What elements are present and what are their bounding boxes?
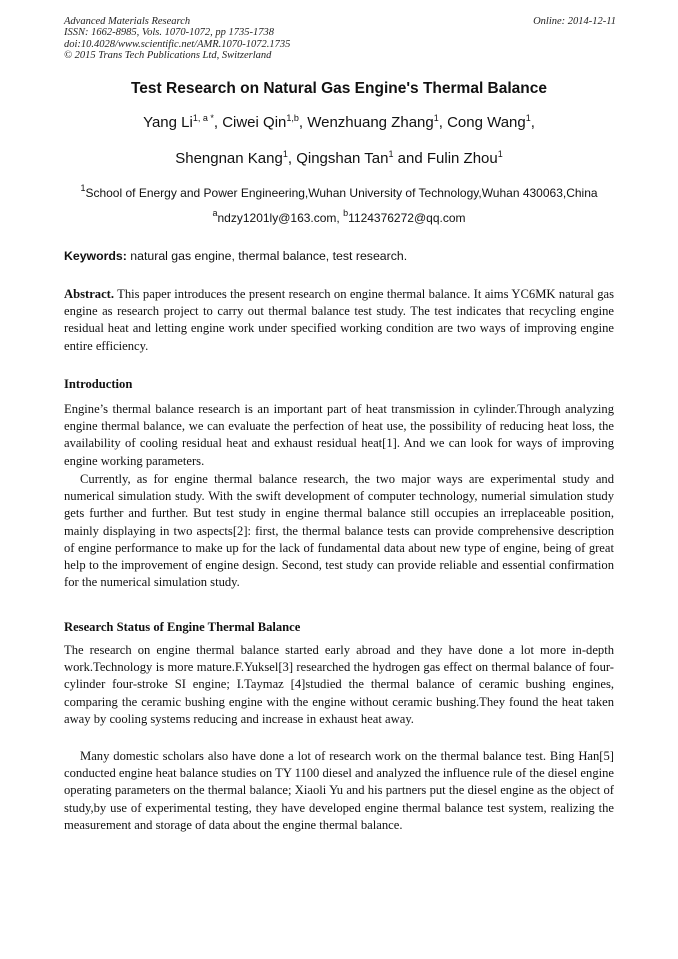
author-separator: and [393,150,427,167]
paragraph: Currently, as for engine thermal balance research, the two major ways are experimental study and numerical simulation study. With the swift development of computer technology, numerial simulation study gets further and further. But test study in engine thermal balance still occupies an irreplaceable position, mainly displaying in two aspects[2]: first, the thermal balance tests can provide comprehensive description of engine performance to make up for the lack of fundamental data about new type of engine, being of great help to the improvement of engine design. Second, test study can provide reliable and essential confirmation for the numerical simulation study. [64,472,614,590]
paragraph: The research on engine thermal balance started early abroad and they have done a lot more in-depth work.Technology is more mature.F.Yuksel[3] researched the hydrogen gas effect on thermal balance of four-cylinder four-stroke SI engine; I.Taymaz [4]studied the thermal balance of ceramic bushing engines, comparing the ceramic bushing engine with the engine without ceramic bushing.They found the heat taken away by cooling systems reducing and increase in exhaust heat away. [64,643,614,726]
author-superscript: 1, a * [192,113,214,123]
author-superscript: 1 [388,149,394,159]
paragraph: Engine’s thermal balance research is an important part of heat transmission in cylinder.Through analyzing engine thermal balance, we can evaluate the perfection of heat use, the possibility of reducing heat loss, the availability of cooling residual heat and exhaust residual heat[1]. And we can look for ways of improving engine working parameters. [64,402,614,468]
abstract-label: Abstract. [64,287,115,301]
author-superscript: 1 [525,113,531,123]
affiliation [40,183,638,200]
journal-header [64,16,616,62]
author-separator: , [530,114,535,131]
doi-line: doi:10.4028/www.scientific.net/AMR.1070-1072.1735 [64,38,291,50]
copyright-line: © 2015 Trans Tech Publications Ltd, Switzerland [64,50,272,62]
author-superscript: 1,b [286,113,299,123]
author-name: Ciwei Qin [222,114,287,131]
email-a-superscript: a [212,208,218,218]
section-heading-introduction: Introduction [64,377,133,391]
author-separator: , [287,150,297,167]
author-emails [40,208,638,225]
keywords-text: natural gas engine, thermal balance, test research. [126,249,408,263]
paper-title: Test Research on Natural Gas Engine's Thermal Balance [130,80,548,97]
author-name: Yang Li [143,114,193,131]
email-b-superscript: b [343,208,349,218]
author-superscript: 1 [433,113,439,123]
journal-name: Advanced Materials Research [64,16,191,27]
author-line-1 [40,114,638,131]
affiliation-text: School of Energy and Power Engineering,Wuhan University of Technology,Wuhan 430063,China [85,186,598,200]
author-line-2 [40,150,638,167]
author-separator: , [438,114,448,131]
email-a: ndzy1201ly@163.com, [217,211,344,225]
author-name: Wenzhuang Zhang [307,114,434,131]
author-superscript: 1 [497,149,503,159]
author-name: Qingshan Tan [296,150,389,167]
author-separator: , [213,114,223,131]
abstract [64,286,614,355]
email-b: 1124376272@qq.com [348,211,466,225]
author-superscript: 1 [282,149,288,159]
abstract-text: This paper introduces the present research on engine thermal balance. It aims YC6MK natural gas engine as research project to carry out thermal balance test study. The test indicates that recycling engine residual heat and letting engine work under specified working condition are two ways of improving engine entire efficiency. [64,287,614,353]
author-name: Cong Wang [447,114,526,131]
keywords [64,249,624,263]
affiliation-superscript: 1 [80,183,86,193]
issn-line: ISSN: 1662-8985, Vols. 1070-1072, pp 1735-1738 [64,27,274,39]
author-name: Shengnan Kang [175,150,283,167]
author-name: Fulin Zhou [426,150,498,167]
paragraph: Many domestic scholars also have done a lot of research work on the thermal balance test. Bing Han[5] conducted engine heat balance studies on TY 1100 diesel and analyzed the influence rule of the diesel engine operating parameters on the thermal balance; Xiaoli Yu and his partners put the diesel engine as the object of study,by use of experimental testing, they have developed engine thermal balance test system, realizing the measurement and storage of data about the engine thermal balance. [64,749,614,832]
keywords-label: Keywords: [64,249,127,263]
author-separator: , [298,114,308,131]
online-date: Online: 2014-12-11 [533,16,616,27]
section-heading-research-status: Research Status of Engine Thermal Balance [64,620,301,634]
